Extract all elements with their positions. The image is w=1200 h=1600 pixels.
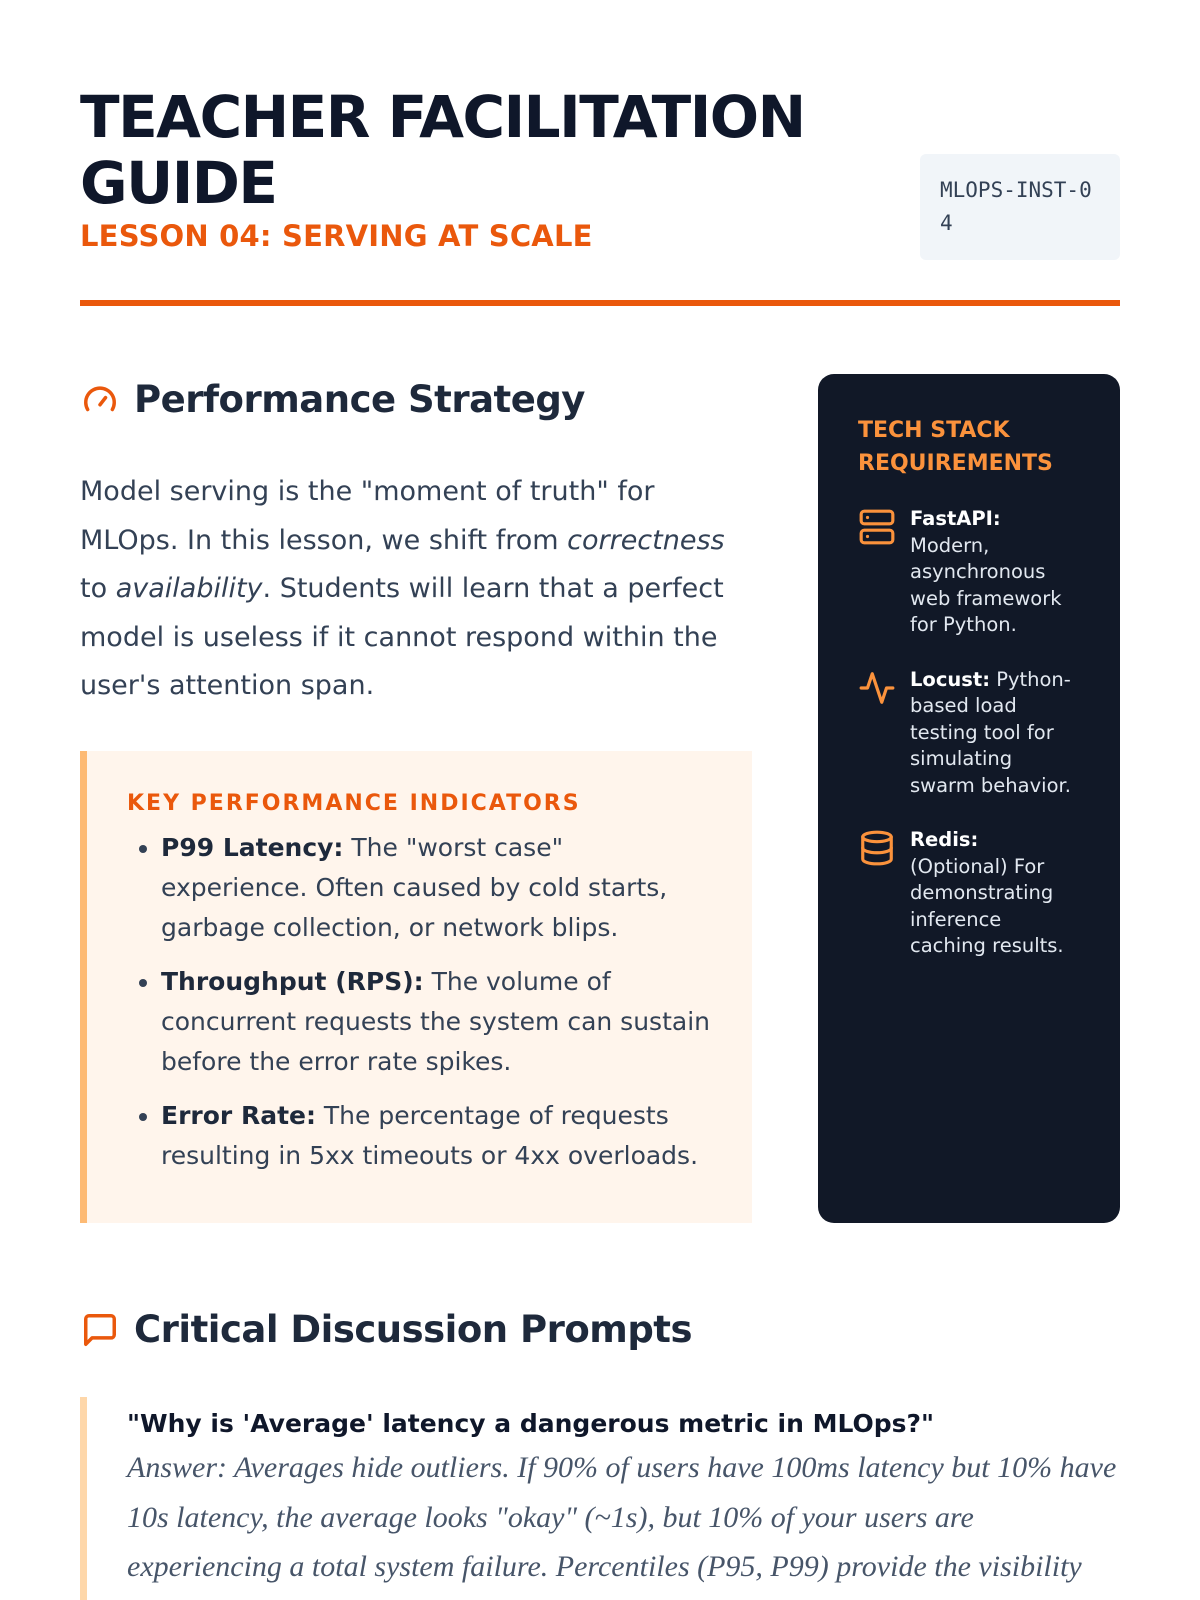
tech-item-text <box>910 667 1080 800</box>
kpi-item <box>161 1096 712 1176</box>
tech-name: Locust: <box>910 667 990 691</box>
lesson-subtitle: LESSON 04: SERVING AT SCALE <box>80 219 593 253</box>
page <box>80 0 1120 1600</box>
tech-description: Python-based load testing tool for simulating swarm behavior. <box>910 667 1071 797</box>
tech-item-fastapi <box>858 506 1080 639</box>
section-title: Critical Discussion Prompts <box>134 1308 693 1351</box>
message-square-icon <box>80 1310 120 1350</box>
intro-emphasis-availability: availability <box>115 573 263 604</box>
kpi-item <box>161 962 712 1082</box>
tech-description: (Optional) For demonstrating inference caching results. <box>910 854 1064 957</box>
discussion-question: "Why is 'Average' latency a dangerous metric in MLOps?" <box>127 1409 935 1438</box>
intro-text: to <box>80 573 116 604</box>
kpi-list <box>127 828 712 1176</box>
document-header <box>80 84 1120 306</box>
kpi-title: KEY PERFORMANCE INDICATORS <box>127 791 581 816</box>
kpi-callout <box>80 751 752 1223</box>
document-title: TEACHER FACILITATION GUIDE <box>80 83 805 217</box>
tech-stack-title: TECH STACK REQUIREMENTS <box>858 418 1053 476</box>
intro-emphasis-correctness: correctness <box>567 524 725 556</box>
tech-name: FastAPI: <box>910 507 1001 530</box>
intro-text: . Students will learn that a perfect model is useless if it cannot respond within the user's attention span. <box>80 573 724 701</box>
kpi-description: The volume of concurrent requests the system can sustain before the error rate spikes. <box>161 967 710 1076</box>
tech-item-text <box>910 506 1080 639</box>
database-icon <box>858 829 898 872</box>
activity-icon <box>858 669 898 712</box>
tech-item-redis <box>858 827 1080 960</box>
server-icon <box>858 508 898 551</box>
discussion-prompt <box>80 1397 1120 1600</box>
discussion-heading <box>80 1308 692 1352</box>
kpi-description: The percentage of requests resulting in 5xx timeouts or 4xx overloads. <box>161 1101 699 1170</box>
gauge-icon <box>80 380 120 420</box>
kpi-term: Throughput (RPS): <box>161 967 424 996</box>
section-title: Performance Strategy <box>134 378 585 421</box>
course-code-badge: MLOPS-INST-04 <box>920 154 1120 260</box>
kpi-item <box>161 828 712 948</box>
tech-stack-card <box>818 374 1120 1223</box>
discussion-answer: Answer: Averages hide outliers. If 90% of users have 100ms latency but 10% have 10s latency, the average looks "okay" (~1s), but 10% of your users are experiencing a total system failure. Percentiles (P95, P99) provide the visibility <box>127 1451 1117 1583</box>
kpi-term: Error Rate: <box>161 1101 316 1130</box>
performance-strategy-heading <box>80 378 585 422</box>
tech-name: Redis: <box>910 828 979 851</box>
tech-item-locust <box>858 667 1080 800</box>
tech-item-text <box>910 827 1080 960</box>
kpi-description: The "worst case" experience. Often caused by cold starts, garbage collection, or network blips. <box>161 833 668 942</box>
kpi-term: P99 Latency: <box>161 833 344 862</box>
intro-text: Model serving is the "moment of truth" for MLOps. In this lesson, we shift from <box>80 476 655 556</box>
tech-description: Modern, asynchronous web framework for Python. <box>910 533 1062 636</box>
intro-paragraph <box>80 468 740 711</box>
